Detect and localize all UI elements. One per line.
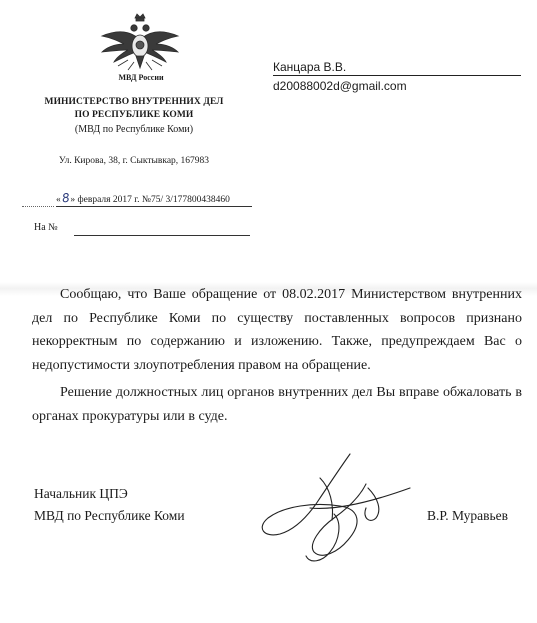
recipient-name: Канцара В.В.: [273, 60, 347, 74]
recipient-email: d20088002d@gmail.com: [273, 79, 407, 93]
date-day: 8: [60, 191, 71, 205]
letter-body: [32, 283, 522, 428]
date-open-quote: «: [56, 195, 61, 205]
org-name-line-1: МИНИСТЕРСТВО ВНУТРЕННИХ ДЕЛ: [44, 97, 224, 107]
org-name-line-2: ПО РЕСПУБЛИКЕ КОМИ: [74, 110, 194, 120]
date-underline: [56, 206, 252, 207]
incoming-ref-label: На №: [34, 222, 58, 233]
outgoing-number: 75/ 3/177800438460: [150, 195, 230, 205]
eagle-emblem-icon: [98, 8, 182, 74]
signer-position-line-2: МВД по Республике Коми: [34, 508, 185, 523]
signer-position-line-1: Начальник ЦПЭ: [34, 486, 128, 501]
org-name-line-3: (МВД по Республике Коми): [74, 124, 194, 135]
org-address: Ул. Кирова, 38, г. Сыктывкар, 167983: [58, 156, 210, 166]
agency-short-name: МВД России: [118, 73, 164, 82]
date-dotted-line: [22, 206, 54, 207]
date-number-row: [56, 191, 254, 205]
date-text: » февраля 2017 г.: [70, 195, 140, 205]
handwritten-signature-icon: [250, 448, 420, 566]
recipient-divider: [273, 75, 521, 76]
signer-name: В.Р. Муравьев: [427, 508, 509, 523]
incoming-ref-line: [74, 235, 250, 236]
body-paragraph-2: Решение должностных лиц органов внутренних дел Вы вправе обжаловать в органах прокуратуры или в суде.: [32, 385, 522, 424]
body-paragraph-1: Сообщаю, что Ваше обращение от 08.02.2017 Министерством внутренних дел по Республике Коми по существу поставленных вопросов признано некорректным по содержанию и изложению. Также, предупреждаем Вас о недопустимости злоупотребления правом на обращение.: [32, 287, 522, 373]
outgoing-number-label: №: [141, 195, 151, 205]
